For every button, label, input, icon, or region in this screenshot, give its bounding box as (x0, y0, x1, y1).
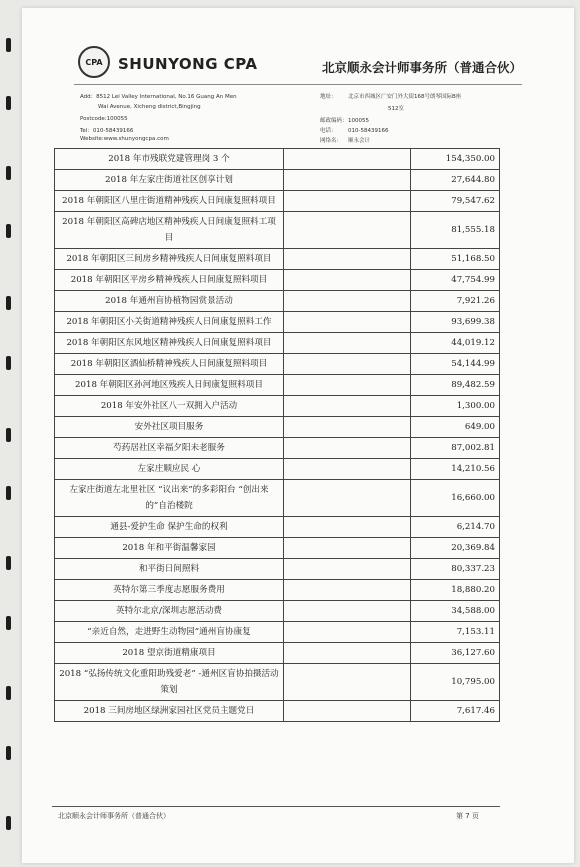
project-name-cell: 2018 年和平街温馨家园 (55, 538, 284, 559)
blank-cell (284, 212, 411, 249)
amount-cell: 79,547.62 (411, 191, 500, 212)
table-row (55, 701, 500, 722)
binder-hole (6, 96, 11, 110)
website-en: Website:www.shunyongcpa.com (80, 136, 169, 142)
table-row (55, 601, 500, 622)
blank-cell (284, 417, 411, 438)
amount-cell: 89,482.59 (411, 375, 500, 396)
table-row (55, 249, 500, 270)
amount-cell: 51,168.50 (411, 249, 500, 270)
page-number: 第 7 页 (456, 812, 479, 820)
binder-hole (6, 746, 11, 760)
tel-cn (320, 126, 388, 134)
table-row (55, 622, 500, 643)
blank-cell (284, 480, 411, 517)
address-cn-line-2: 512室 (388, 106, 404, 112)
binder-hole (6, 686, 11, 700)
blank-cell (284, 459, 411, 480)
project-name-cell: 2018 望京街道精康项目 (55, 643, 284, 664)
project-name-cell: 2018 年朝阳区高碑店地区精神残疾人日间康复照料工项目 (55, 212, 284, 249)
table-row (55, 333, 500, 354)
tel-en: Tel：010-58439166 (80, 128, 134, 134)
table-row (55, 396, 500, 417)
postcode-cn (320, 116, 369, 124)
project-name-cell: 2018 年左家庄街道社区创享计划 (55, 170, 284, 191)
address-cn-value: 北京市西城区广安门外大街168号朗琴国际B座 (348, 94, 462, 100)
footer-divider (52, 806, 500, 807)
blank-cell (284, 517, 411, 538)
table-row (55, 375, 500, 396)
footer-firm-name: 北京顺永会计师事务所（普通合伙） (58, 812, 170, 820)
table-row (55, 191, 500, 212)
project-name-cell: 左家庄街道左北里社区 “议出来”的多彩阳台 “创出来的”自治楼院 (55, 480, 284, 517)
project-name-cell: 2018 三间房地区绿洲家园社区党员主题党日 (55, 701, 284, 722)
project-name-cell: 和平街日间照料 (55, 559, 284, 580)
blank-cell (284, 149, 411, 170)
table-row (55, 417, 500, 438)
table-row (55, 149, 500, 170)
blank-cell (284, 538, 411, 559)
amount-cell: 7,617.46 (411, 701, 500, 722)
blank-cell (284, 664, 411, 701)
table-row (55, 312, 500, 333)
table-row (55, 459, 500, 480)
project-name-cell: 2018 年通州盲协植物园赏景活动 (55, 291, 284, 312)
amount-cell: 16,660.00 (411, 480, 500, 517)
amount-cell: 27,644.80 (411, 170, 500, 191)
blank-cell (284, 249, 411, 270)
binder-hole (6, 356, 11, 370)
project-name-cell: 2018 年朝阳区孙河地区残疾人日间康复照料项目 (55, 375, 284, 396)
amount-cell: 54,144.99 (411, 354, 500, 375)
web-cn-label: 网络名： (320, 138, 343, 144)
project-name-cell: 通县-爱护生命 保护生命的权利 (55, 517, 284, 538)
blank-cell (284, 580, 411, 601)
amount-cell: 7,153.11 (411, 622, 500, 643)
tel-cn-label: 电话： (320, 128, 337, 134)
blank-cell (284, 396, 411, 417)
address-cn-label: 地址： (320, 94, 337, 100)
blank-cell (284, 559, 411, 580)
blank-cell (284, 270, 411, 291)
project-name-cell: 英特尔第三季度志愿服务费用 (55, 580, 284, 601)
address-cn-line-1 (320, 92, 461, 100)
firm-logo (78, 46, 110, 78)
address-en-line-2: Wai Avenue, Xicheng district,Bingjing (98, 104, 201, 110)
amount-cell: 34,588.00 (411, 601, 500, 622)
binder-hole (6, 556, 11, 570)
table-row (55, 559, 500, 580)
table-row (55, 212, 500, 249)
table-row (55, 517, 500, 538)
table-row (55, 438, 500, 459)
binder-hole (6, 166, 11, 180)
amount-cell: 649.00 (411, 417, 500, 438)
project-name-cell: 芍药居社区幸福夕阳未老服务 (55, 438, 284, 459)
amount-cell: 14,210.56 (411, 459, 500, 480)
blank-cell (284, 333, 411, 354)
logo-text: CPA (85, 57, 103, 67)
brand-name: SHUNYONG CPA (118, 55, 258, 73)
amount-cell: 18,880.20 (411, 580, 500, 601)
project-name-cell: 英特尔北京/深圳志愿活动费 (55, 601, 284, 622)
tel-cn-value: 010-58439166 (348, 128, 389, 134)
header-divider (74, 84, 522, 85)
postcode-en: Postcode:100055 (80, 116, 128, 122)
project-name-cell: “亲近自然，走进野生动物园”通州盲协康复 (55, 622, 284, 643)
amount-cell: 47,754.99 (411, 270, 500, 291)
amount-cell: 93,699.38 (411, 312, 500, 333)
binder-hole (6, 816, 11, 830)
binder-hole (6, 224, 11, 238)
table-row (55, 580, 500, 601)
table-row (55, 270, 500, 291)
amount-cell: 36,127.60 (411, 643, 500, 664)
amount-cell: 80,337.23 (411, 559, 500, 580)
project-name-cell: 2018 “弘扬传统文化重阳助残爱老” -通州区盲协拍摄活动策划 (55, 664, 284, 701)
amount-cell: 20,369.84 (411, 538, 500, 559)
amount-cell: 10,795.00 (411, 664, 500, 701)
blank-cell (284, 191, 411, 212)
table-row (55, 354, 500, 375)
project-name-cell: 2018 年朝阳区酒仙桥精神残疾人日间康复照料项目 (55, 354, 284, 375)
web-cn-value: 顺永会计 (348, 138, 371, 144)
postcode-cn-value: 100055 (348, 118, 369, 124)
amount-cell: 87,002.81 (411, 438, 500, 459)
postcode-cn-label: 邮政编码： (320, 118, 348, 124)
binder-hole (6, 616, 11, 630)
table-row (55, 664, 500, 701)
table-row (55, 170, 500, 191)
project-name-cell: 2018 年朝阳区三间房乡精神残疾人日间康复照料项目 (55, 249, 284, 270)
address-en-line-1: Add：8512 Lei Valley International, No.16 Guang An Men (80, 94, 237, 100)
table-row (55, 291, 500, 312)
blank-cell (284, 643, 411, 664)
web-cn (320, 136, 370, 144)
project-name-cell: 2018 年朝阳区东风地区精神残疾人日间康复照料项目 (55, 333, 284, 354)
amount-cell: 81,555.18 (411, 212, 500, 249)
blank-cell (284, 312, 411, 333)
blank-cell (284, 354, 411, 375)
blank-cell (284, 375, 411, 396)
firm-name-cn: 北京顺永会计师事务所（普通合伙） (322, 60, 523, 75)
project-name-cell: 左家庄顺应民 心 (55, 459, 284, 480)
project-amount-table (54, 148, 500, 722)
project-name-cell: 2018 年朝阳区八里庄街道精神残疾人日间康复照料项目 (55, 191, 284, 212)
amount-cell: 7,921.26 (411, 291, 500, 312)
project-name-cell: 2018 年朝阳区小关街道精神残疾人日间康复照料工作 (55, 312, 284, 333)
amount-cell: 44,019.12 (411, 333, 500, 354)
table-row (55, 643, 500, 664)
amount-cell: 1,300.00 (411, 396, 500, 417)
binder-hole (6, 428, 11, 442)
project-name-cell: 2018 年安外社区八一双拥入户活动 (55, 396, 284, 417)
binder-hole (6, 296, 11, 310)
blank-cell (284, 601, 411, 622)
table-row (55, 480, 500, 517)
table-row (55, 538, 500, 559)
project-name-cell: 2018 年市残联党建管理岗 3 个 (55, 149, 284, 170)
blank-cell (284, 701, 411, 722)
amount-cell: 154,350.00 (411, 149, 500, 170)
blank-cell (284, 438, 411, 459)
binder-hole (6, 38, 11, 52)
project-name-cell: 2018 年朝阳区平房乡精神残疾人日间康复照料项目 (55, 270, 284, 291)
blank-cell (284, 291, 411, 312)
project-name-cell: 安外社区项目服务 (55, 417, 284, 438)
blank-cell (284, 622, 411, 643)
blank-cell (284, 170, 411, 191)
amount-cell: 6,214.70 (411, 517, 500, 538)
binder-hole (6, 486, 11, 500)
